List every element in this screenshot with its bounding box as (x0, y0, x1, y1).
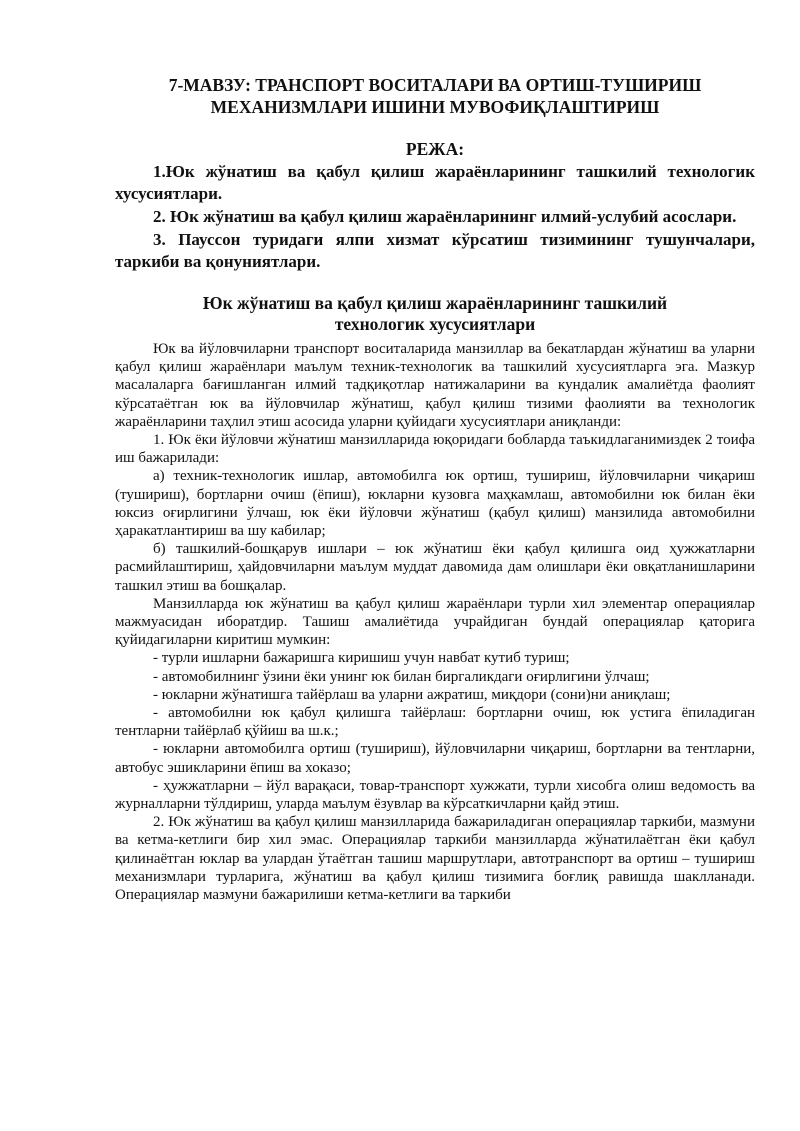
paragraph-1: Юк ва йўловчиларни транспорт воситаларида манзиллар ва бекатлардан жўнатиш ва уларни қабул қилиш жараёнлари маълум техник-технологик ва ташкилий хусусиятларга эга. Мазкур масалаларга бағишланган илмий тадқиқотлар натижаларини ва кундалик амалиётда фаолият кўрсатаётган юк ва йўловчилар жўнатиш, қабул қилиш тизими фаолияти ва технологик жараёнларини таҳлил этиш асосида уларни қуйидаги хусусиятлари аниқланди: (115, 341, 755, 430)
list-item: - турли ишларни бажаришга киришиш учун навбат кутиб туриш; (153, 650, 570, 667)
list-item: - автомобилнинг ўзини ёки унинг юк билан биргаликдаги оғирлигини ўлчаш; (153, 668, 650, 685)
paragraph-5: Манзилларда юк жўнатиш ва қабул қилиш жараёнлари турли хил элементар операциялар мажмуасидан иборатдир. Ташиш амалиётида учрайдиган бундай операциялар қаторига қуйидагиларни киритиш мумкин: (115, 595, 755, 649)
paragraph-3: а) техник-технологик ишлар, автомобилга юк ортиш, тушириш, йўловчиларни чиқариш (тушириш), бортларни очиш (ёпиш), юкларни кузовга маҳкамлаш, автомобилни юк билан ёки юксиз оғирлигини ўлчаш, юк ёки йўловчи жўнатиш (қабул қилиш) манзилида автомобилни ҳаракатлантириш ва шу кабилар; (115, 468, 755, 540)
section-heading-line-1: Юк жўнатиш ва қабул қилиш жараёнларининг ташкилий (202, 293, 668, 313)
list-item: - юкларни жўнатишга тайёрлаш ва уларни ажратиш, миқдори (сони)ни аниқлаш; (153, 686, 671, 703)
title-line-2: МЕХАНИЗМЛАРИ ИШИНИ МУВОФИҚЛАШТИРИШ (210, 97, 660, 117)
page-title (115, 74, 755, 118)
plan-item-2: 2. Юк жўнатиш ва қабул қилиш жараёнларининг илмий-услубий асослари. (153, 207, 737, 226)
section-heading (115, 293, 755, 335)
plan-item-3: 3. Пауссон туридаги ялпи хизмат кўрсатиш тизимининг тушунчалари, таркиби ва қонуниятлари. (115, 230, 755, 271)
section-heading-line-2: технологик хусусиятлари (334, 314, 536, 334)
paragraph-2: 1. Юк ёки йўловчи жўнатиш манзилларида юқоридаги бобларда таъкидлаганимиздек 2 тоифа иш бажарилади: (115, 432, 755, 467)
paragraph-4: б) ташкилий-бошқарув ишлари – юк жўнатиш ёки қабул қилишга оид ҳужжатларни расмийлаштириш, ҳайдовчиларни маълум муддат давомида дам олишлари ёки овқатланишларини ташкил этиш ва бошқалар. (115, 541, 755, 594)
closing-paragraph: 2. Юк жўнатиш ва қабул қилиш манзилларида бажариладиган операциялар таркиби, мазмуни ва кетма-кетлиги бир хил эмас. Операциялар таркиби манзилларда жўнатилаётган ёки қабул қилинаётган юклар ва улардан ўтаётган ташиш маршрутлари, автотранспорт ва ортиш – тушириш механизмлари турларига, жўнатиш ва қабул қилиш тизимига боғлиқ равишда шаклланади. Операциялар мазмуни бажарилиши кетма-кетлиги ва таркиби (115, 814, 755, 904)
section (115, 293, 755, 904)
list-item: - автомобилни юк қабул қилишга тайёрлаш: бортларни очиш, юк устига ёпиладиган тентларни тайёрлаб қўйиш ва ш.к.; (115, 705, 755, 740)
title-line-1: 7-МАВЗУ: ТРАНСПОРТ ВОСИТАЛАРИ ВА ОРТИШ-ТУШИРИШ (168, 75, 702, 95)
document-page (115, 74, 755, 904)
list-item: - ҳужжатларни – йўл варақаси, товар-транспорт хужжати, турли хисобга олиш ведомость ва журналларни тўлдириш, уларда маълум ёзувлар ва кўрсаткичларни қайд этиш. (115, 777, 755, 813)
list-item: - юкларни автомобилга ортиш (тушириш), йўловчиларни чиқариш, бортларни ва тентларни, автобус эшикларини ёпиш ва хоказо; (115, 741, 755, 776)
plan-block (115, 138, 755, 273)
plan-item-1: 1.Юк жўнатиш ва қабул қилиш жараёнларининг ташкилий технологик хусусиятлари. (115, 162, 755, 203)
plan-heading: РЕЖА: (405, 139, 465, 159)
